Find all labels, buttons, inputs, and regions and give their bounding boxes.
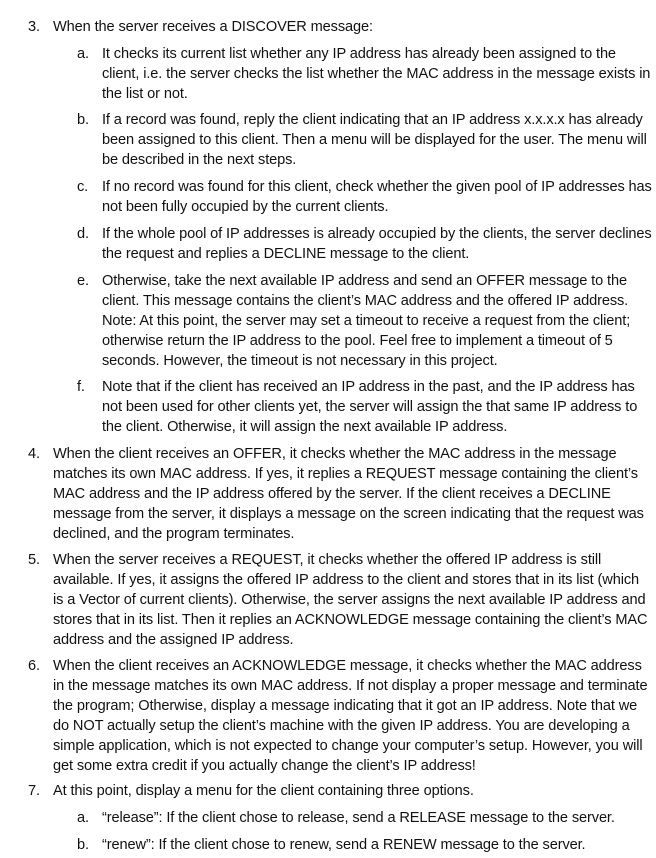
list-text: When the client receives an ACKNOWLEDGE message, it checks whether the MAC address in the message matches its own MAC address. If not display a proper message and terminate the program; Otherwise, display a message indicating that it got an IP address. Note that we do NOT actually setup the client’s machine with the given IP address. You are developing a simple application, which is not expected to change your computer’s setup. However, you will get some extra credit if you actually change the client’s IP address! [53, 658, 648, 774]
sub-list-letter: f. [77, 379, 85, 395]
list-text: When the server receives a REQUEST, it checks whether the offered IP address is still available. If yes, it assigns the offered IP address to the client and stores that in its list (which is a Vector of current clients). Otherwise, the server assigns the next available IP address and stores that in its list. Then it replies an ACKNOWLEDGE message containing the client’s MAC address and the assigned IP address. [53, 552, 648, 648]
sub-list-letter: d. [77, 226, 89, 242]
sub-list-text: If a record was found, reply the client indicating that an IP address x.x.x.x has already been assigned to this client. Then a menu will be displayed for the user. The menu will be described in the next steps. [102, 112, 647, 168]
sub-list-text: If the whole pool of IP addresses is already occupied by the clients, the server declines the request and replies a DECLINE message to the client. [102, 226, 652, 262]
sub-list-text: “release”: If the client chose to release, send a RELEASE message to the server. [102, 810, 615, 826]
sub-list-text: It checks its current list whether any IP address has already been assigned to the client, i.e. the server checks the list whether the MAC address in the message exists in the list or not. [102, 46, 651, 102]
list-number: 4. [28, 446, 40, 462]
sub-list-letter: b. [77, 837, 89, 853]
sub-list-text: Otherwise, take the next available IP address and send an OFFER message to the client. This message contains the client’s MAC address and the offered IP address. Note: At this point, the server may set a timeout to receive a request from the client; otherwise return the IP address to the pool. Feel free to implement a timeout of 5 seconds. However, the timeout is not necessary in this project. [102, 273, 631, 369]
list-number: 6. [28, 658, 40, 674]
sub-list-text: Note that if the client has received an IP address in the past, and the IP address has not been used for other clients yet, the server will assign the that same IP address to the client. Otherwise, it will assign the next available IP address. [102, 379, 638, 435]
list-number: 3. [28, 19, 40, 35]
sub-list-letter: c. [77, 179, 89, 195]
list-text: When the server receives a DISCOVER message: [53, 19, 373, 35]
list-text: When the client receives an OFFER, it checks whether the MAC address in the message matches its own MAC address. If yes, it replies a REQUEST message containing the client’s MAC address and the IP address offered by the server. If the client receives a DECLINE message from the server, it displays a message on the screen indicating that the request was declined, and the program terminates. [53, 446, 644, 542]
sub-list-letter: a. [77, 810, 89, 826]
sub-list-text: If no record was found for this client, check whether the given pool of IP addresses has not been fully occupied by the current clients. [102, 179, 652, 215]
sub-list-letter: a. [77, 46, 89, 62]
list-text: At this point, display a menu for the client containing three options. [53, 783, 474, 799]
list-number: 5. [28, 552, 40, 568]
sub-list-letter: e. [77, 273, 89, 289]
sub-list-letter: b. [77, 112, 89, 128]
list-number: 7. [28, 783, 40, 799]
sub-list-text: “renew”: If the client chose to renew, send a RENEW message to the server. [102, 837, 586, 853]
